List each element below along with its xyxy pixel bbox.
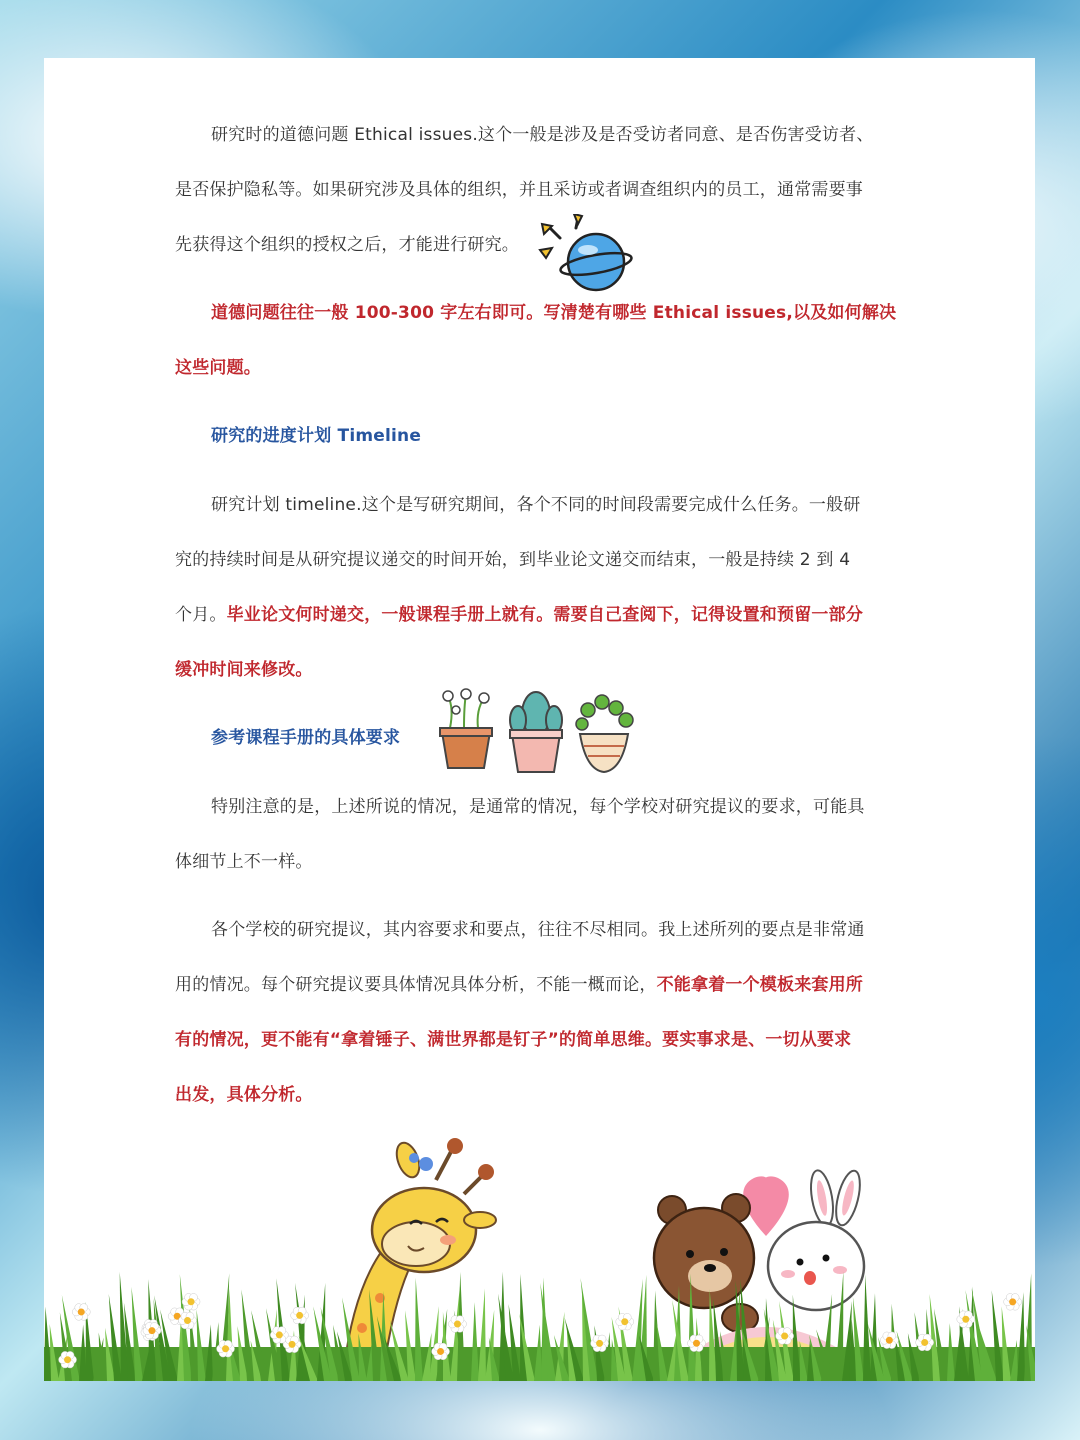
handbook-line-3: 各个学校的研究提议，其内容要求和要点，往往不尽相同。我上述所列的要点是非常通 <box>211 920 865 940</box>
ethics-line-3: 先获得这个组织的授权之后，才能进行研究。 <box>175 235 519 255</box>
grass-border-icon <box>44 1251 1035 1381</box>
timeline-line-4: 缓冲时间来修改。 <box>175 660 313 680</box>
handbook-line-4-plain: 用的情况。每个研究提议要具体情况具体分析，不能一概而论， <box>175 975 657 995</box>
document-page <box>44 58 1035 1381</box>
handbook-line-4 <box>175 970 863 995</box>
potted-clover-icon <box>576 695 633 772</box>
planet-sticker-icon <box>538 214 634 294</box>
ethics-line-1: 研究时的道德问题 Ethical issues.这个一般是涉及是否受访者同意、是否伤害受访者、 <box>211 125 874 145</box>
ethics-line-2: 是否保护隐私等。如果研究涉及具体的组织，并且采访或者调查组织内的员工，通常需要事 <box>175 180 863 200</box>
timeline-line-2: 究的持续时间是从研究提议递交的时间开始，到毕业论文递交而结束，一般是持续 2 到 4 <box>175 550 851 570</box>
timeline-line-3-plain: 个月。 <box>175 605 227 625</box>
timeline-line-1: 研究计划 timeline.这个是写研究期间，各个不同的时间段需要完成什么任务。一般研 <box>211 495 861 515</box>
handbook-heading: 参考课程手册的具体要求 <box>211 728 401 748</box>
timeline-heading: 研究的进度计划 Timeline <box>211 426 422 446</box>
potted-plants-icon <box>436 688 636 774</box>
handbook-line-6: 出发，具体分析。 <box>175 1085 313 1105</box>
ethics-note-line-2: 这些问题。 <box>175 358 261 378</box>
handbook-line-2: 体细节上不一样。 <box>175 852 313 872</box>
handbook-line-1: 特别注意的是，上述所说的情况，是通常的情况，每个学校对研究提议的要求，可能具 <box>211 797 865 817</box>
timeline-line-3 <box>175 600 863 625</box>
potted-cactus-icon <box>510 692 562 772</box>
timeline-line-3-red: 毕业论文何时递交，一般课程手册上就有。需要自己查阅下，记得设置和预留一部分 <box>226 605 864 625</box>
handbook-line-5: 有的情况，更不能有“拿着锤子、满世界都是钉子”的简单思维。要实事求是、一切从要求 <box>175 1030 852 1050</box>
handbook-line-4-red: 不能拿着一个模板来套用所 <box>656 975 864 995</box>
ethics-note-line-1: 道德问题往往一般 100-300 字左右即可。写清楚有哪些 Ethical issues,以及如何解决 <box>211 303 897 323</box>
potted-flower-icon <box>440 689 492 768</box>
